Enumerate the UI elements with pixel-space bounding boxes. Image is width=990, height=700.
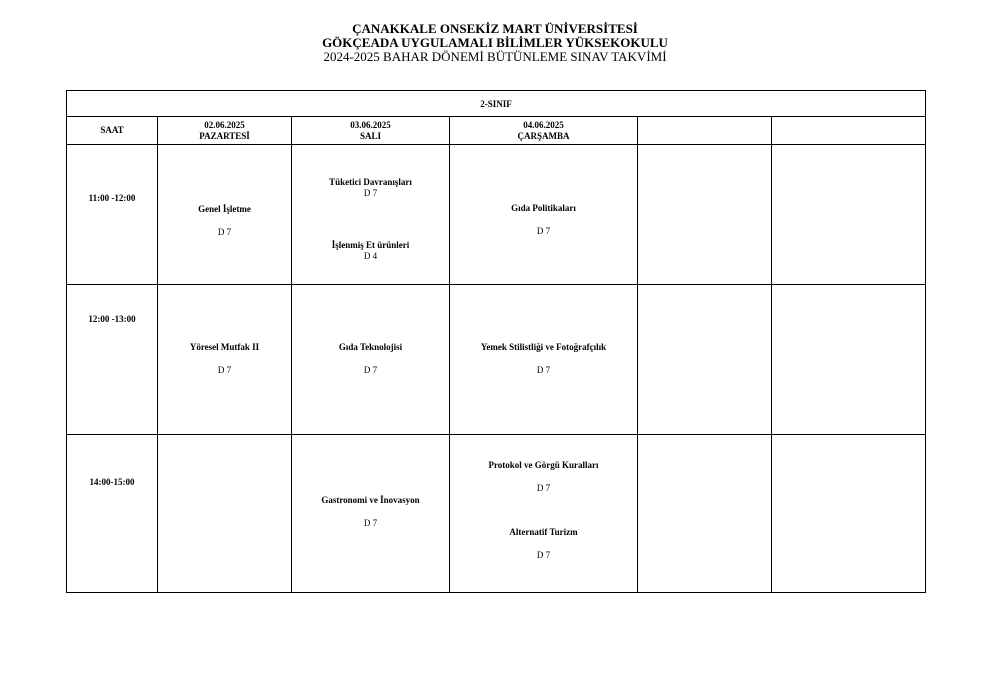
time-cell [67, 435, 158, 593]
day-name: PAZARTESİ [199, 130, 250, 141]
exam-entry [292, 177, 449, 199]
exam-cell-monday [158, 285, 292, 435]
exam-entry [158, 204, 291, 238]
day-header-empty-2 [772, 117, 926, 145]
time-label: 12:00 -13:00 [88, 314, 136, 324]
exam-entry [158, 342, 291, 376]
exam-cell-empty [772, 145, 926, 285]
university-title: ÇANAKKALE ONSEKİZ MART ÜNİVERSİTESİ [352, 21, 638, 36]
exam-cell-empty [772, 435, 926, 593]
day-name: ÇARŞAMBA [517, 130, 570, 141]
exam-cell-tuesday [292, 145, 450, 285]
day-header-wednesday [450, 117, 638, 145]
room-label: D 7 [363, 365, 378, 375]
exam-cell-tuesday [292, 285, 450, 435]
exam-entry [450, 342, 637, 376]
course-name: Yöresel Mutfak II [189, 342, 260, 352]
exam-entry [450, 527, 637, 561]
exam-entry [450, 203, 637, 237]
time-cell [67, 145, 158, 285]
time-label: 14:00-15:00 [89, 477, 135, 487]
day-date: 02.06.2025 [204, 119, 245, 130]
room-label: D 7 [536, 550, 551, 560]
term-title: 2024-2025 BAHAR DÖNEMİ BÜTÜNLEME SINAV TAKVİMİ [323, 49, 667, 64]
course-name: Genel İşletme [198, 204, 251, 214]
course-name: Alternatif Turizm [509, 527, 578, 537]
room-label: D 7 [217, 365, 232, 375]
exam-cell-empty [638, 435, 772, 593]
day-header-row [67, 117, 926, 145]
exam-cell-empty [638, 285, 772, 435]
class-row [67, 91, 926, 117]
course-name: İşlenmiş Et ürünleri [331, 240, 410, 250]
time-slot-row [67, 285, 926, 435]
room-label: D 7 [536, 483, 551, 493]
exam-cell-monday [158, 145, 292, 285]
saat-header: SAAT [67, 117, 158, 145]
day-header-monday [158, 117, 292, 145]
exam-schedule-table [66, 90, 926, 593]
exam-entry [292, 495, 449, 529]
time-slot-row [67, 435, 926, 593]
room-label: D 4 [363, 251, 378, 261]
course-name: Gıda Politikaları [511, 203, 576, 213]
day-header-empty-1 [638, 117, 772, 145]
day-header-tuesday [292, 117, 450, 145]
course-name: Yemek Stilistliği ve Fotoğrafçılık [480, 342, 607, 352]
exam-entry [450, 460, 637, 494]
exam-cell-wednesday [450, 145, 638, 285]
exam-cell-empty [638, 145, 772, 285]
room-label: D 7 [363, 188, 378, 198]
exam-entry [292, 342, 449, 376]
day-name: SALI [359, 130, 381, 141]
day-date: 04.06.2025 [523, 119, 564, 130]
room-label: D 7 [536, 226, 551, 236]
exam-entry [292, 240, 449, 262]
course-name: Tüketici Davranışları [329, 177, 412, 187]
course-name: Protokol ve Görgü Kuralları [488, 460, 599, 470]
exam-cell-wednesday [450, 435, 638, 593]
exam-cell-tuesday [292, 435, 450, 593]
time-cell [67, 285, 158, 435]
day-date: 03.06.2025 [350, 119, 391, 130]
room-label: D 7 [363, 518, 378, 528]
course-name: Gastronomi ve İnovasyon [321, 495, 420, 505]
time-slot-row [67, 145, 926, 285]
exam-cell-wednesday [450, 285, 638, 435]
school-title: GÖKÇEADA UYGULAMALI BİLİMLER YÜKSEKOKULU [322, 35, 668, 50]
class-label: 2-SINIF [67, 91, 926, 117]
document-header [0, 22, 990, 64]
exam-cell-monday [158, 435, 292, 593]
exam-cell-empty [772, 285, 926, 435]
room-label: D 7 [536, 365, 551, 375]
time-label: 11:00 -12:00 [88, 193, 136, 203]
room-label: D 7 [217, 227, 232, 237]
course-name: Gıda Teknolojisi [338, 342, 403, 352]
